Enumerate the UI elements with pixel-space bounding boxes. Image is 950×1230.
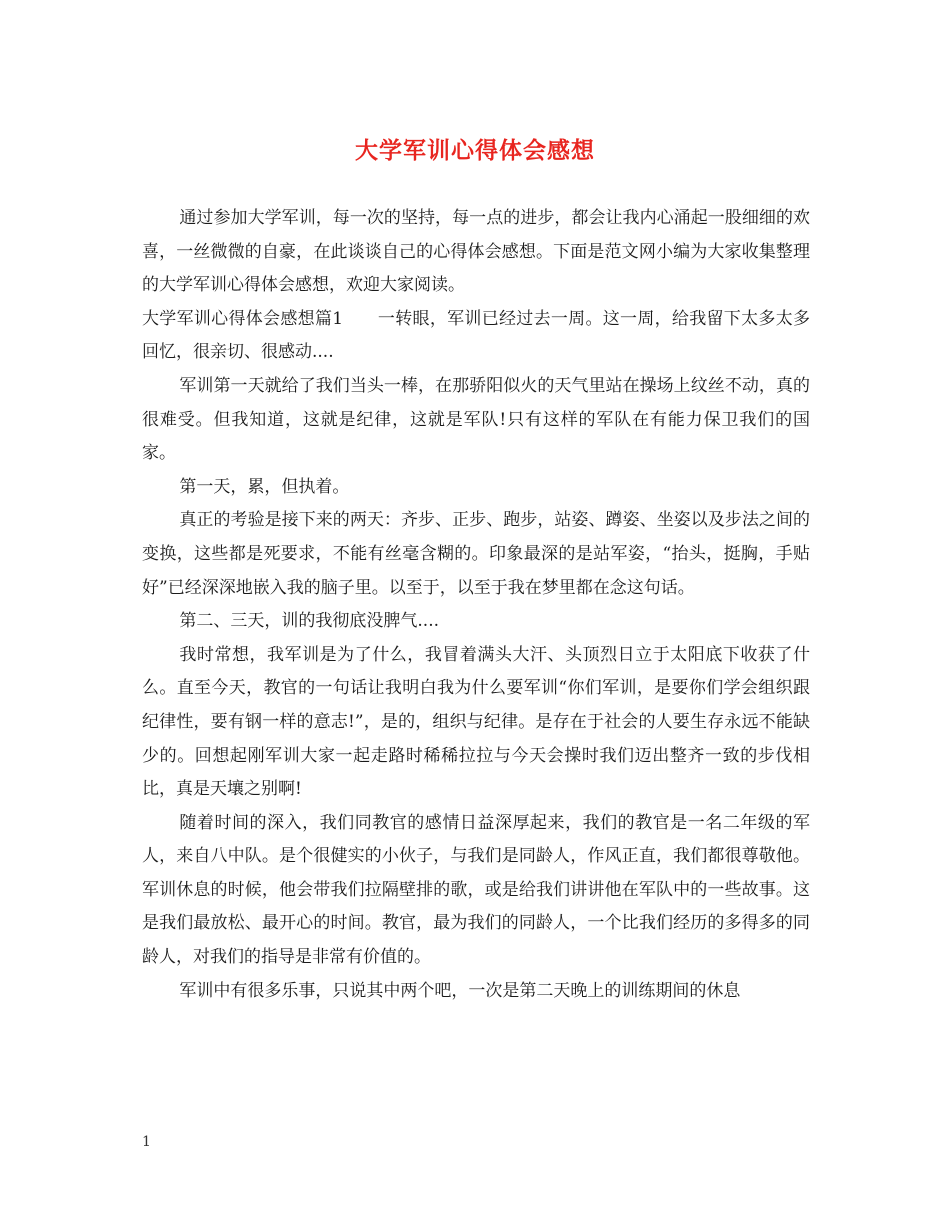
- page-number: 1: [142, 1134, 151, 1150]
- paragraph: 第二、三天，训的我彻底没脾气....: [179, 611, 440, 632]
- paragraph: 军训第一天就给了我们当头一棒，在那骄阳似火的天气里站在操场上纹丝不动，真的很难受。但我知道，这就是纪律，这就是军队!只有这样的军队在有能力保卫我们的国家。: [142, 375, 810, 464]
- document-title: 大学军训心得体会感想: [355, 137, 595, 164]
- document-body: [142, 202, 810, 1008]
- paragraph: 第一天，累，但执着。: [179, 476, 350, 497]
- paragraph: 军训中有很多乐事，只说其中两个吧，一次是第二天晚上的训练期间的休息: [179, 980, 741, 1001]
- paragraph: 真正的考验是接下来的两天：齐步、正步、跑步，站姿、蹲姿、坐姿以及步法之间的变换，这些都是死要求，不能有丝毫含糊的。印象最深的是站军姿，“抬头，挺胸，手贴好”已经深深地嵌入我的脑子里。以至于，以至于我在梦里都在念这句话。: [142, 510, 810, 598]
- paragraph: 我时常想，我军训是为了什么，我冒着满头大汗、头顶烈日立于太阳底下收获了什么。直至今天，教官的一句话让我明白我为什么要军训“你们军训，是要你们学会组织跟纪律性，要有钢一样的意志!”，是的，组织与纪律。是存在于社会的人要生存永远不能缺少的。回想起刚军训大家一起走路时稀稀拉拉与今天会操时我们迈出整齐一致的步伐相比，真是天壤之别啊!: [142, 644, 810, 800]
- paragraph: 通过参加大学军训，每一次的坚持，每一点的进步，都会让我内心涌起一股细细的欢喜，一丝微微的自豪，在此谈谈自己的心得体会感想。下面是范文网小编为大家收集整理的大学军训心得体会感想，欢迎大家阅读。: [142, 208, 810, 296]
- paragraph: 大学军训心得体会感想篇1 一转眼，军训已经过去一周。这一周，给我留下太多太多回忆，很亲切、很感动....: [142, 308, 810, 363]
- paragraph: 随着时间的深入，我们同教官的感情日益深厚起来，我们的教官是一名二年级的军人，来自八中队。是个很健实的小伙子，与我们是同龄人，作风正直，我们都很尊敬他。军训休息的时候，他会带我们拉隔壁排的歌，或是给我们讲讲他在军队中的一些故事。这是我们最放松、最开心的时间。教官，最为我们的同龄人，一个比我们经历的多得多的同龄人，对我们的指导是非常有价值的。: [142, 812, 810, 968]
